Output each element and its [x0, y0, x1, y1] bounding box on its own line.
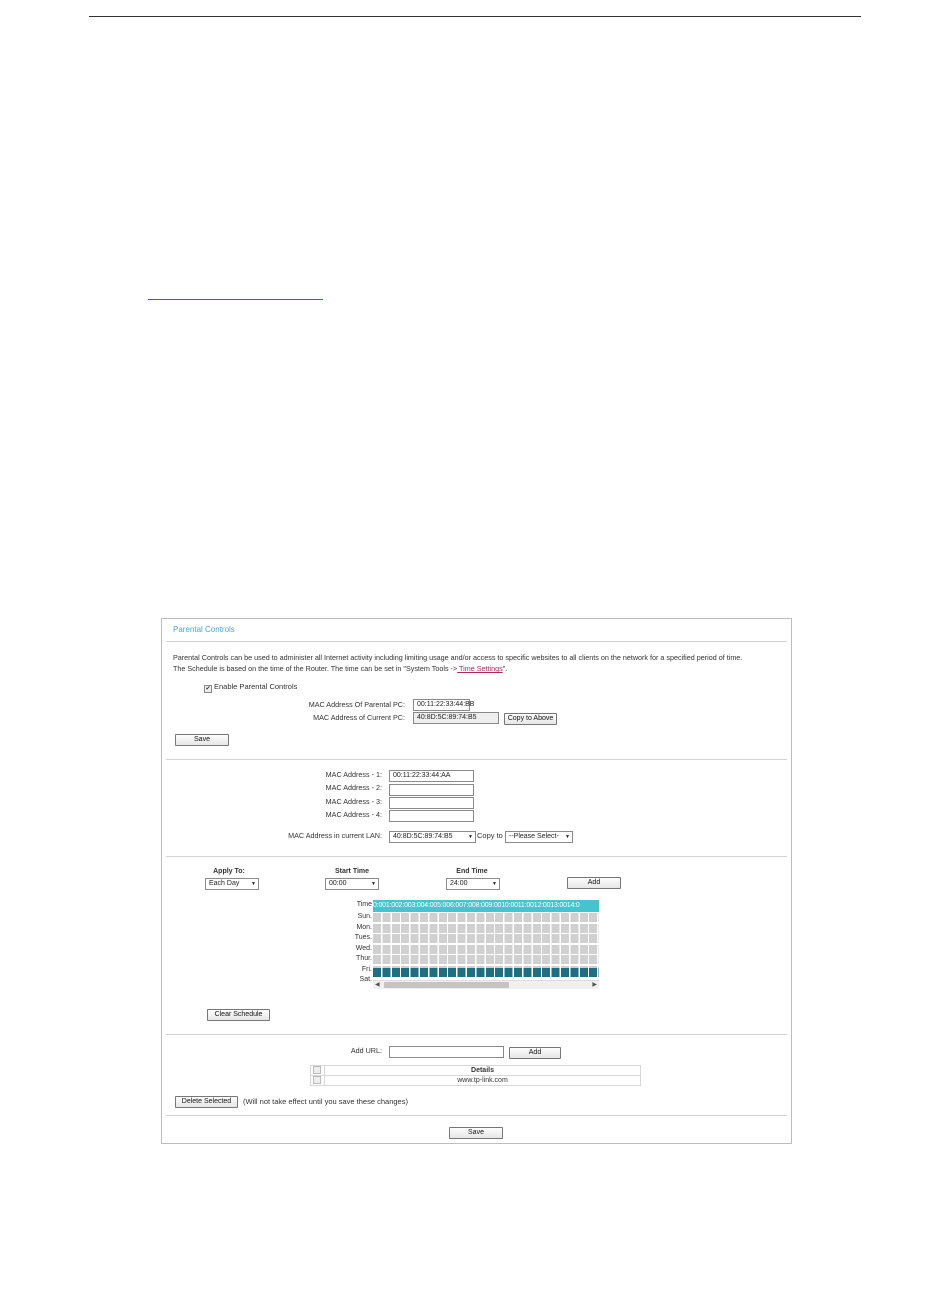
day-label: Sat.	[359, 976, 372, 983]
end-time-select[interactable]: 24:00 ▼	[446, 878, 500, 890]
parental-controls-panel	[161, 618, 792, 1144]
chevron-left-icon[interactable]: ◀	[375, 982, 380, 988]
document-link-underline[interactable]	[148, 299, 323, 300]
table-header-row	[311, 1066, 641, 1076]
table-row	[311, 1076, 641, 1086]
day-label: Wed.	[355, 944, 372, 952]
page-top-rule	[89, 16, 861, 17]
delete-note: (Will not take effect until you save these changes)	[243, 1097, 408, 1106]
start-time-header: Start Time	[334, 868, 370, 875]
mac2-input[interactable]	[389, 784, 474, 796]
details-header: Details	[325, 1066, 641, 1076]
time-settings-link[interactable]: Time Settings	[457, 664, 503, 673]
divider	[166, 759, 787, 760]
enable-parental-controls[interactable]: ✔ Enable Parental Controls	[205, 682, 298, 692]
mac-parental-label: MAC Address Of Parental PC:	[308, 700, 405, 709]
add-url-button[interactable]: Add	[509, 1047, 561, 1059]
time-row-label: Time	[356, 901, 372, 908]
chevron-down-icon: ▼	[468, 834, 473, 840]
add-url-input[interactable]	[389, 1046, 504, 1058]
mac3-label: MAC Address - 3:	[325, 797, 382, 806]
clear-schedule-button[interactable]: Clear Schedule	[207, 1009, 270, 1021]
save-parental-button[interactable]: Save	[175, 734, 229, 746]
delete-selected-button[interactable]: Delete Selected	[175, 1096, 238, 1108]
chevron-down-icon: ▼	[492, 881, 497, 887]
chevron-down-icon: ▼	[251, 881, 256, 887]
mac-lan-select[interactable]: 40:8D:5C:89:74:B5 ▼	[389, 831, 476, 843]
mac-parental-input[interactable]: 00:11:22:33:44:BB	[413, 699, 470, 711]
day-label: Fri.	[361, 965, 372, 973]
mac4-input[interactable]	[389, 810, 474, 822]
divider	[166, 1115, 787, 1116]
enable-checkbox[interactable]: ✔	[205, 686, 211, 692]
mac-current-label: MAC Address of Current PC:	[313, 713, 405, 722]
select-all-checkbox[interactable]	[313, 1066, 321, 1074]
end-time-header: End Time	[456, 868, 488, 875]
apply-to-select[interactable]: Each Day ▼	[205, 878, 259, 890]
day-label: Sun.	[357, 913, 372, 920]
description-line-1: Parental Controls can be used to administer all Internet activity including limiting usage and/or access to specific websites to all clients on the network for a specified period of time.	[173, 653, 743, 662]
panel-title: Parental Controls	[173, 625, 235, 634]
add-schedule-button[interactable]: Add	[567, 877, 621, 889]
schedule-scrollbar[interactable]	[373, 980, 599, 989]
chevron-right-icon[interactable]: ▶	[592, 982, 597, 988]
scrollbar-thumb[interactable]	[384, 982, 509, 988]
chevron-down-icon: ▼	[565, 834, 570, 840]
row-checkbox[interactable]	[313, 1076, 321, 1084]
mac1-input[interactable]: 00:11:22:33:44:AA	[389, 770, 474, 782]
divider	[166, 1034, 787, 1035]
day-label: Thur.	[356, 955, 372, 962]
mac4-label: MAC Address - 4:	[325, 810, 382, 819]
mac1-label: MAC Address - 1:	[325, 770, 382, 779]
chevron-down-icon: ▼	[371, 881, 376, 887]
time-header-bar: 0:001:002:003:004:005:006:007:008:009:0010:0011:0012:0013:0014:0	[373, 900, 599, 912]
url-entry: www.tp-link.com	[325, 1076, 641, 1086]
save-button[interactable]: Save	[449, 1127, 503, 1139]
url-table	[310, 1065, 641, 1086]
day-label: Mon.	[356, 923, 372, 931]
mac2-label: MAC Address - 2:	[325, 783, 382, 792]
mac-lan-label: MAC Address in current LAN:	[288, 831, 382, 840]
mac-current-field: 40:8D:5C:89:74:B5	[413, 712, 499, 724]
add-url-label: Add URL:	[350, 1046, 382, 1055]
day-label: Tues.	[354, 934, 372, 941]
copy-to-above-button[interactable]: Copy to Above	[504, 713, 557, 725]
select-all-cell[interactable]	[311, 1066, 325, 1076]
copy-to-label: Copy to	[477, 831, 503, 840]
mac3-input[interactable]	[389, 797, 474, 809]
description-line-2: The Schedule is based on the time of the Router. The time can be set in "System Tools -> Time Settings".	[173, 664, 508, 673]
schedule-row-sat-selected[interactable]	[373, 968, 599, 977]
start-time-select[interactable]: 00:00 ▼	[325, 878, 379, 890]
apply-to-header: Apply To:	[213, 868, 245, 875]
divider	[166, 856, 787, 857]
row-select-cell[interactable]	[311, 1076, 325, 1086]
schedule-grid[interactable]	[352, 898, 600, 1001]
divider	[166, 641, 787, 642]
copy-to-select[interactable]: --Please Select- ▼	[505, 831, 573, 843]
